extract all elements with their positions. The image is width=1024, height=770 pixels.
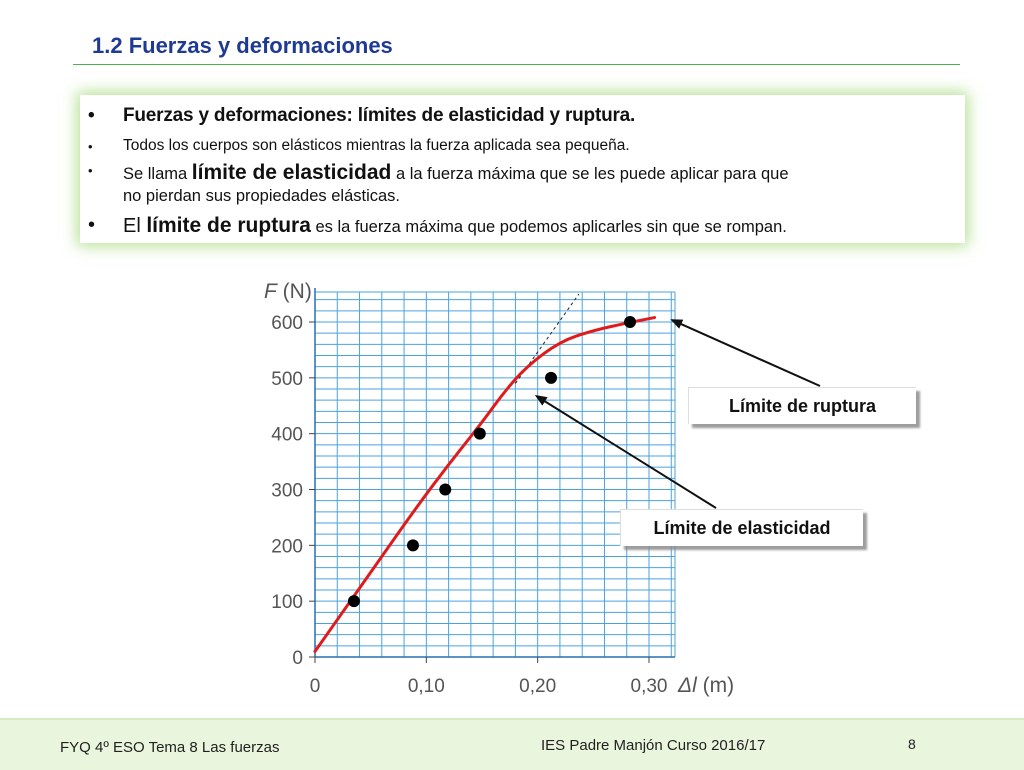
x-tick-label: 0,10	[407, 676, 445, 697]
bullet-3-post: a la fuerza máxima que se les puede aplicar para que	[391, 165, 789, 183]
y-axis-unit: (N)	[276, 280, 312, 303]
y-tick-label: 100	[271, 592, 303, 614]
bullet-1-text: Fuerzas y deformaciones: límites de elasticidad y ruptura.	[123, 105, 636, 126]
footer-course: FYQ 4º ESO Tema 8 Las fuerzas	[60, 739, 280, 756]
x-axis-unit: (m)	[696, 674, 735, 697]
bullet-4-pre: El	[123, 215, 147, 237]
x-tick-label: 0,20	[519, 676, 557, 697]
y-tick-label: 600	[271, 313, 303, 334]
y-tick-label: 300	[271, 480, 303, 502]
footer-school: IES Padre Manjón Curso 2016/17	[541, 737, 766, 754]
callout-limite-elasticidad: Límite de elasticidad	[620, 509, 863, 546]
data-point	[348, 595, 360, 607]
y-axis-variable: F	[264, 280, 277, 303]
x-tick-label: 0	[309, 676, 321, 697]
y-tick-label: 400	[271, 424, 303, 446]
bullet-3-cont-text: no pierdan sus propiedades elásticas.	[123, 187, 401, 205]
callout-limite-ruptura: Límite de ruptura	[688, 387, 916, 424]
bullet-dot: •	[88, 214, 96, 236]
x-axis-title	[677, 674, 734, 697]
data-point	[545, 372, 557, 384]
bullet-dot: •	[88, 163, 93, 178]
bullet-dot: •	[88, 105, 95, 126]
x-axis-variable: Δl	[678, 674, 697, 697]
bullet-4-post: es la fuerza máxima que podemos aplicarles sin que se rompan.	[310, 218, 787, 236]
bullet-3-pre: Se llama	[123, 165, 192, 183]
data-point	[474, 428, 486, 440]
slide-title: 1.2 Fuerzas y deformaciones	[92, 33, 393, 58]
bullet-4-emphasis: límite de ruptura	[146, 214, 311, 237]
bullet-dot: •	[88, 139, 93, 154]
data-point	[624, 316, 636, 328]
data-point	[439, 484, 451, 496]
y-tick-label: 0	[292, 648, 303, 669]
page-number: 8	[908, 736, 916, 752]
y-tick-label: 500	[271, 368, 303, 390]
bullet-2-text: Todos los cuerpos son elásticos mientras la fuerza aplicada sea pequeña.	[123, 137, 630, 154]
y-tick-label: 200	[271, 536, 303, 558]
data-point	[407, 539, 419, 551]
y-axis-title	[264, 280, 312, 303]
bullet-3-emphasis: límite de elasticidad	[191, 161, 392, 184]
x-tick-label: 0,30	[630, 676, 668, 697]
arrow-ruptura	[672, 320, 820, 386]
